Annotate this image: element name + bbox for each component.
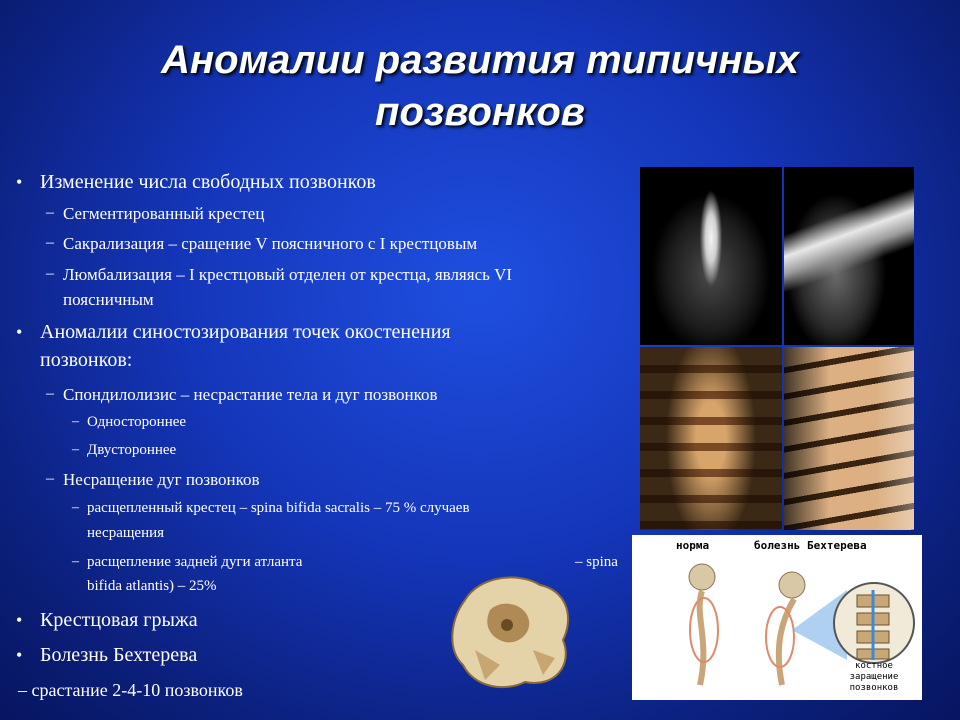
diagram-label-disease: болезнь Бехтерева [754,539,867,552]
list-item: Двустороннее [87,442,177,458]
list-item: Несращение дуг позвонков [63,470,260,489]
list-item: расщепление задней дуги атланта [87,554,303,570]
list-item: Крестцовая грыжа [40,609,198,631]
ct-myelogram-lateral-image [784,167,914,345]
dash-icon: – [72,414,79,429]
list-item-continuation: несращения [87,525,165,541]
spine-comparison-diagram [632,535,922,700]
list-item: расщепленный крестец – spina bifida sacralis – 75 % случаев [87,500,470,516]
list-item-continuation: поясничным [63,290,154,309]
ct-myelogram-frontal-image [640,167,782,345]
bullet-icon: • [16,610,23,630]
dash-icon: – [72,442,79,457]
list-item: Одностороннее [87,414,187,430]
diagram-label-fusion [828,661,920,694]
list-item: Люмбализация – I крестцовый отделен от крестца, являясь VI [63,265,513,284]
dash-icon: – [46,204,54,221]
bullet-icon: • [16,645,23,665]
ct-3d-reconstruction-side-image [784,347,914,530]
diagram-label-normal: норма [676,539,710,552]
dash-icon: – [72,500,79,515]
ct-3d-reconstruction-front-image [640,347,782,530]
slide-title-line-1: Аномалии развития типичных [161,38,799,82]
dash-icon: – [72,554,79,569]
dash-icon: – [46,470,54,487]
slide-title [60,34,900,138]
list-item-continuation: позвонков: [40,349,133,371]
list-item: – срастание 2-4-10 позвонков [18,680,243,700]
bullet-icon: • [16,322,23,342]
list-item-continuation: bifida atlantis) – 25% [87,578,217,594]
dash-icon: – [46,385,54,402]
list-item: Аномалии синостозирования точек окостенения [40,321,451,343]
list-item: Сегментированный крестец [63,204,265,223]
vertebra-specimen-image [445,570,580,695]
list-item: Изменение числа свободных позвонков [40,171,376,193]
diagram-label-fusion-line-2: позвонков [849,683,899,693]
bullet-icon: • [16,172,23,192]
dash-icon: – [46,234,54,251]
list-item-tail: – spina [575,554,618,570]
list-item: Сакрализация – сращение V поясничного с I крестцовым [63,234,478,253]
slide-title-line-2: позвонков [375,90,585,134]
list-item: Спондилолизис – несрастание тела и дуг позвонков [63,385,438,404]
list-item: Болезнь Бехтерева [40,644,198,666]
diagram-label-fusion-line-1: костное заращение [849,661,899,682]
dash-icon: – [46,265,54,282]
